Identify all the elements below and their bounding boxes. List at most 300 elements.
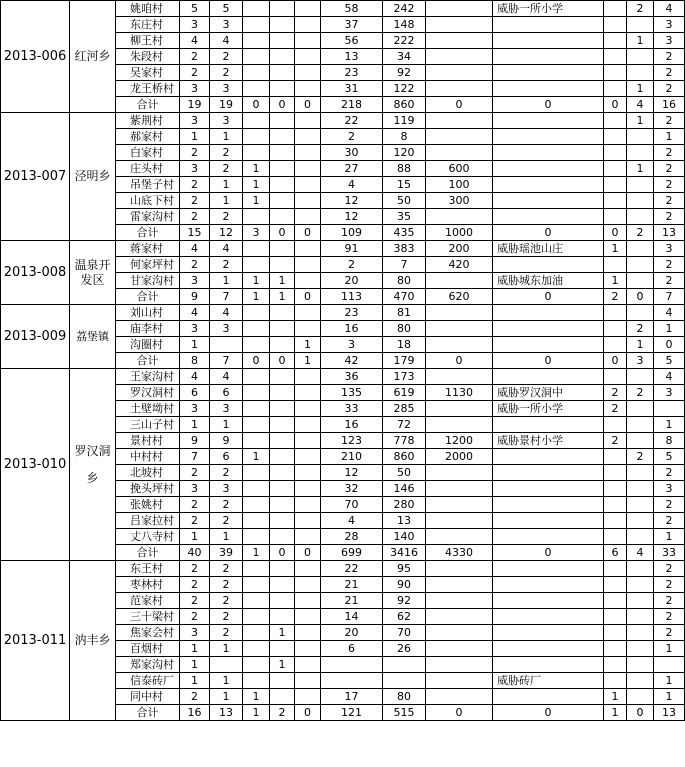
- property-cell: 300: [426, 193, 493, 209]
- col-d-cell: 1: [270, 273, 295, 289]
- population-cell: 122: [383, 81, 426, 97]
- property-cell: 0: [426, 353, 493, 369]
- population-cell: 7: [383, 257, 426, 273]
- col-d-cell: [270, 641, 295, 657]
- threat-note-cell: [493, 625, 604, 641]
- col-f-cell: [604, 129, 627, 145]
- households-cell: 17: [321, 689, 383, 705]
- col-d-cell: [270, 193, 295, 209]
- col-g-cell: [627, 513, 654, 529]
- col-a-cell: 1: [180, 657, 210, 673]
- col-c-cell: [243, 593, 270, 609]
- threat-note-cell: [493, 81, 604, 97]
- property-cell: [426, 65, 493, 81]
- population-cell: 72: [383, 417, 426, 433]
- col-g-cell: [627, 577, 654, 593]
- households-cell: 3: [321, 337, 383, 353]
- col-c-cell: [243, 33, 270, 49]
- col-b-cell: 4: [210, 305, 243, 321]
- households-cell: 699: [321, 545, 383, 561]
- col-f-cell: [604, 417, 627, 433]
- col-d-cell: 1: [270, 657, 295, 673]
- col-a-cell: 2: [180, 145, 210, 161]
- col-c-cell: [243, 465, 270, 481]
- threat-note-cell: [493, 689, 604, 705]
- col-h-cell: 7: [654, 289, 685, 305]
- col-g-cell: [627, 673, 654, 689]
- threat-note-cell: 威胁瑶池山庄: [493, 241, 604, 257]
- threat-note-cell: [493, 161, 604, 177]
- col-d-cell: [270, 257, 295, 273]
- threat-note-cell: [493, 305, 604, 321]
- col-f-cell: [604, 337, 627, 353]
- col-f-cell: 0: [604, 225, 627, 241]
- col-h-cell: 2: [654, 49, 685, 65]
- col-e-cell: [295, 449, 321, 465]
- table-row: [1, 561, 685, 577]
- village-cell: 合计: [116, 97, 180, 113]
- col-a-cell: 4: [180, 369, 210, 385]
- table-row: [1, 305, 685, 321]
- col-e-cell: [295, 145, 321, 161]
- col-b-cell: 3: [210, 17, 243, 33]
- col-c-cell: 1: [243, 689, 270, 705]
- households-cell: 20: [321, 273, 383, 289]
- col-f-cell: [604, 113, 627, 129]
- households-cell: 6: [321, 641, 383, 657]
- threat-note-cell: [493, 193, 604, 209]
- col-g-cell: 2: [627, 321, 654, 337]
- col-e-cell: 0: [295, 225, 321, 241]
- col-g-cell: 1: [627, 33, 654, 49]
- col-d-cell: [270, 433, 295, 449]
- col-b-cell: 2: [210, 145, 243, 161]
- col-h-cell: 1: [654, 673, 685, 689]
- col-f-cell: [604, 17, 627, 33]
- households-cell: 30: [321, 145, 383, 161]
- population-cell: 222: [383, 33, 426, 49]
- property-cell: 1000: [426, 225, 493, 241]
- col-a-cell: 3: [180, 113, 210, 129]
- col-b-cell: 4: [210, 369, 243, 385]
- col-g-cell: 1: [627, 81, 654, 97]
- col-h-cell: 5: [654, 449, 685, 465]
- population-cell: 140: [383, 529, 426, 545]
- col-g-cell: 4: [627, 97, 654, 113]
- col-e-cell: [295, 385, 321, 401]
- col-f-cell: [604, 49, 627, 65]
- col-b-cell: 1: [210, 689, 243, 705]
- property-cell: [426, 337, 493, 353]
- population-cell: 470: [383, 289, 426, 305]
- col-e-cell: 0: [295, 97, 321, 113]
- households-cell: 70: [321, 497, 383, 513]
- population-cell: 515: [383, 705, 426, 721]
- property-cell: [426, 625, 493, 641]
- col-c-cell: [243, 417, 270, 433]
- col-h-cell: 1: [654, 641, 685, 657]
- population-cell: 34: [383, 49, 426, 65]
- col-g-cell: [627, 641, 654, 657]
- col-a-cell: 8: [180, 353, 210, 369]
- threat-note-cell: [493, 609, 604, 625]
- population-cell: 383: [383, 241, 426, 257]
- col-a-cell: 2: [180, 513, 210, 529]
- village-cell: 焦家会村: [116, 625, 180, 641]
- property-cell: [426, 113, 493, 129]
- col-d-cell: [270, 81, 295, 97]
- project-code-cell: 2013-011: [1, 561, 70, 721]
- threat-note-cell: 0: [493, 225, 604, 241]
- col-e-cell: [295, 81, 321, 97]
- col-f-cell: [604, 657, 627, 673]
- col-d-cell: [270, 385, 295, 401]
- village-cell: 沟圈村: [116, 337, 180, 353]
- col-a-cell: 2: [180, 65, 210, 81]
- threat-note-cell: [493, 529, 604, 545]
- col-f-cell: [604, 33, 627, 49]
- threat-note-cell: [493, 145, 604, 161]
- population-cell: 80: [383, 321, 426, 337]
- col-b-cell: 2: [210, 65, 243, 81]
- town-name-cell: 红河乡: [70, 1, 116, 113]
- households-cell: 36: [321, 369, 383, 385]
- households-cell: 22: [321, 113, 383, 129]
- village-cell: 合计: [116, 545, 180, 561]
- col-d-cell: [270, 401, 295, 417]
- population-cell: 95: [383, 561, 426, 577]
- col-h-cell: [654, 401, 685, 417]
- col-d-cell: [270, 465, 295, 481]
- col-h-cell: [654, 657, 685, 673]
- col-e-cell: [295, 17, 321, 33]
- property-cell: 0: [426, 705, 493, 721]
- households-cell: 2: [321, 257, 383, 273]
- col-e-cell: [295, 257, 321, 273]
- col-g-cell: [627, 657, 654, 673]
- village-cell: 紫荆村: [116, 113, 180, 129]
- property-cell: [426, 609, 493, 625]
- property-cell: [426, 401, 493, 417]
- property-cell: [426, 481, 493, 497]
- col-c-cell: [243, 145, 270, 161]
- property-cell: 1130: [426, 385, 493, 401]
- threat-note-cell: [493, 209, 604, 225]
- col-h-cell: 5: [654, 353, 685, 369]
- col-f-cell: [604, 369, 627, 385]
- col-d-cell: 1: [270, 289, 295, 305]
- threat-note-cell: [493, 513, 604, 529]
- project-code-cell: 2013-007: [1, 113, 70, 241]
- property-cell: [426, 689, 493, 705]
- col-a-cell: 19: [180, 97, 210, 113]
- population-cell: 148: [383, 17, 426, 33]
- threat-note-cell: 威胁一所小学: [493, 401, 604, 417]
- village-cell: 三十梁村: [116, 609, 180, 625]
- col-b-cell: 3: [210, 401, 243, 417]
- col-d-cell: [270, 209, 295, 225]
- households-cell: 56: [321, 33, 383, 49]
- population-cell: 50: [383, 465, 426, 481]
- col-e-cell: 1: [295, 337, 321, 353]
- col-a-cell: 9: [180, 289, 210, 305]
- col-e-cell: [295, 209, 321, 225]
- col-h-cell: 2: [654, 161, 685, 177]
- village-cell: 百烟村: [116, 641, 180, 657]
- col-a-cell: 4: [180, 33, 210, 49]
- col-h-cell: 2: [654, 561, 685, 577]
- col-a-cell: 2: [180, 593, 210, 609]
- property-cell: [426, 657, 493, 673]
- col-a-cell: 16: [180, 705, 210, 721]
- col-h-cell: 1: [654, 321, 685, 337]
- col-e-cell: [295, 625, 321, 641]
- col-e-cell: [295, 673, 321, 689]
- col-g-cell: 2: [627, 385, 654, 401]
- col-f-cell: 1: [604, 705, 627, 721]
- threat-note-cell: [493, 337, 604, 353]
- col-f-cell: [604, 81, 627, 97]
- col-c-cell: [243, 401, 270, 417]
- col-b-cell: 1: [210, 673, 243, 689]
- village-cell: 姚咱村: [116, 1, 180, 17]
- village-cell: 同中村: [116, 689, 180, 705]
- col-b-cell: 2: [210, 513, 243, 529]
- households-cell: 32: [321, 481, 383, 497]
- col-g-cell: [627, 609, 654, 625]
- population-cell: 119: [383, 113, 426, 129]
- threat-note-cell: 威胁砖厂: [493, 673, 604, 689]
- col-e-cell: [295, 273, 321, 289]
- col-e-cell: [295, 129, 321, 145]
- col-c-cell: 0: [243, 97, 270, 113]
- property-cell: [426, 497, 493, 513]
- threat-note-cell: 0: [493, 353, 604, 369]
- col-f-cell: 0: [604, 97, 627, 113]
- col-d-cell: [270, 497, 295, 513]
- col-c-cell: [243, 1, 270, 17]
- col-f-cell: [604, 321, 627, 337]
- households-cell: 4: [321, 513, 383, 529]
- col-b-cell: 2: [210, 609, 243, 625]
- col-e-cell: [295, 433, 321, 449]
- village-cell: 合计: [116, 353, 180, 369]
- col-g-cell: 2: [627, 225, 654, 241]
- col-b-cell: 7: [210, 289, 243, 305]
- households-cell: 37: [321, 17, 383, 33]
- col-b-cell: 2: [210, 161, 243, 177]
- col-b-cell: 2: [210, 625, 243, 641]
- village-cell: 合计: [116, 289, 180, 305]
- village-cell: 蒋家村: [116, 241, 180, 257]
- col-f-cell: [604, 593, 627, 609]
- col-g-cell: 2: [627, 1, 654, 17]
- col-d-cell: 1: [270, 625, 295, 641]
- col-a-cell: 1: [180, 529, 210, 545]
- property-cell: [426, 673, 493, 689]
- col-b-cell: 1: [210, 417, 243, 433]
- col-g-cell: [627, 417, 654, 433]
- col-e-cell: [295, 609, 321, 625]
- households-cell: 27: [321, 161, 383, 177]
- property-cell: [426, 81, 493, 97]
- col-a-cell: 5: [180, 1, 210, 17]
- col-g-cell: [627, 481, 654, 497]
- col-d-cell: [270, 241, 295, 257]
- households-cell: 21: [321, 577, 383, 593]
- col-h-cell: 2: [654, 193, 685, 209]
- threat-note-cell: 威胁景村小学: [493, 433, 604, 449]
- col-f-cell: [604, 577, 627, 593]
- population-cell: 146: [383, 481, 426, 497]
- property-cell: [426, 577, 493, 593]
- col-a-cell: 2: [180, 497, 210, 513]
- col-g-cell: [627, 241, 654, 257]
- col-h-cell: 2: [654, 513, 685, 529]
- property-cell: [426, 305, 493, 321]
- col-f-cell: [604, 65, 627, 81]
- col-f-cell: [604, 529, 627, 545]
- col-g-cell: [627, 17, 654, 33]
- property-cell: [426, 417, 493, 433]
- col-c-cell: [243, 305, 270, 321]
- table-row: [1, 369, 685, 385]
- village-cell: 雷家沟村: [116, 209, 180, 225]
- threat-note-cell: 0: [493, 97, 604, 113]
- households-cell: 2: [321, 129, 383, 145]
- col-e-cell: [295, 49, 321, 65]
- col-h-cell: 1: [654, 417, 685, 433]
- col-h-cell: 4: [654, 1, 685, 17]
- col-a-cell: 4: [180, 241, 210, 257]
- village-cell: 景村村: [116, 433, 180, 449]
- col-a-cell: 2: [180, 177, 210, 193]
- col-h-cell: 1: [654, 129, 685, 145]
- town-name-cell: 汭丰乡: [70, 561, 116, 721]
- col-a-cell: 3: [180, 161, 210, 177]
- col-d-cell: 0: [270, 353, 295, 369]
- property-cell: 1200: [426, 433, 493, 449]
- col-b-cell: 9: [210, 433, 243, 449]
- col-b-cell: 4: [210, 241, 243, 257]
- project-code-cell: 2013-009: [1, 305, 70, 369]
- col-g-cell: 3: [627, 353, 654, 369]
- col-h-cell: 13: [654, 705, 685, 721]
- col-b-cell: 1: [210, 129, 243, 145]
- col-e-cell: [295, 577, 321, 593]
- col-a-cell: 3: [180, 401, 210, 417]
- village-cell: 郑家沟村: [116, 657, 180, 673]
- col-b-cell: 5: [210, 1, 243, 17]
- col-b-cell: 3: [210, 113, 243, 129]
- threat-note-cell: [493, 417, 604, 433]
- col-d-cell: 2: [270, 705, 295, 721]
- col-d-cell: [270, 673, 295, 689]
- threat-note-cell: 威胁一所小学: [493, 1, 604, 17]
- col-e-cell: 1: [295, 353, 321, 369]
- village-cell: 庄头村: [116, 161, 180, 177]
- population-cell: 619: [383, 385, 426, 401]
- col-e-cell: [295, 529, 321, 545]
- col-d-cell: 0: [270, 545, 295, 561]
- households-cell: 31: [321, 81, 383, 97]
- col-h-cell: 2: [654, 577, 685, 593]
- col-f-cell: [604, 209, 627, 225]
- col-a-cell: 2: [180, 465, 210, 481]
- households-cell: [321, 657, 383, 673]
- col-g-cell: [627, 433, 654, 449]
- col-h-cell: 2: [654, 625, 685, 641]
- threat-note-cell: [493, 65, 604, 81]
- col-d-cell: [270, 593, 295, 609]
- property-cell: [426, 465, 493, 481]
- col-g-cell: [627, 465, 654, 481]
- village-cell: 白家村: [116, 145, 180, 161]
- col-c-cell: [243, 657, 270, 673]
- col-a-cell: 3: [180, 273, 210, 289]
- col-e-cell: [295, 193, 321, 209]
- col-a-cell: 1: [180, 417, 210, 433]
- col-h-cell: 4: [654, 305, 685, 321]
- population-cell: 120: [383, 145, 426, 161]
- col-f-cell: [604, 257, 627, 273]
- col-c-cell: [243, 49, 270, 65]
- village-cell: 吴家村: [116, 65, 180, 81]
- property-cell: [426, 641, 493, 657]
- village-cell: 龙王桥村: [116, 81, 180, 97]
- households-cell: 16: [321, 417, 383, 433]
- households-cell: 23: [321, 65, 383, 81]
- threat-note-cell: [493, 17, 604, 33]
- property-cell: [426, 17, 493, 33]
- col-h-cell: 2: [654, 145, 685, 161]
- col-f-cell: 2: [604, 433, 627, 449]
- property-cell: 420: [426, 257, 493, 273]
- village-cell: 山底下村: [116, 193, 180, 209]
- threat-note-cell: [493, 177, 604, 193]
- threat-note-cell: 威胁罗汉洞中: [493, 385, 604, 401]
- households-cell: [321, 673, 383, 689]
- col-g-cell: [627, 689, 654, 705]
- households-cell: 91: [321, 241, 383, 257]
- col-f-cell: 0: [604, 353, 627, 369]
- col-h-cell: 2: [654, 257, 685, 273]
- col-c-cell: [243, 337, 270, 353]
- col-e-cell: [295, 161, 321, 177]
- households-cell: 21: [321, 593, 383, 609]
- population-cell: [383, 673, 426, 689]
- col-d-cell: [270, 33, 295, 49]
- col-e-cell: [295, 657, 321, 673]
- households-cell: 4: [321, 177, 383, 193]
- col-c-cell: 1: [243, 545, 270, 561]
- property-cell: [426, 369, 493, 385]
- threat-note-cell: [493, 257, 604, 273]
- col-e-cell: [295, 465, 321, 481]
- village-cell: 吕家拉村: [116, 513, 180, 529]
- col-g-cell: 0: [627, 705, 654, 721]
- village-cell: 何家坪村: [116, 257, 180, 273]
- col-d-cell: [270, 561, 295, 577]
- col-b-cell: 4: [210, 33, 243, 49]
- col-d-cell: [270, 337, 295, 353]
- col-g-cell: [627, 401, 654, 417]
- threat-note-cell: [493, 113, 604, 129]
- col-f-cell: [604, 177, 627, 193]
- col-c-cell: [243, 241, 270, 257]
- population-cell: 62: [383, 609, 426, 625]
- col-e-cell: [295, 561, 321, 577]
